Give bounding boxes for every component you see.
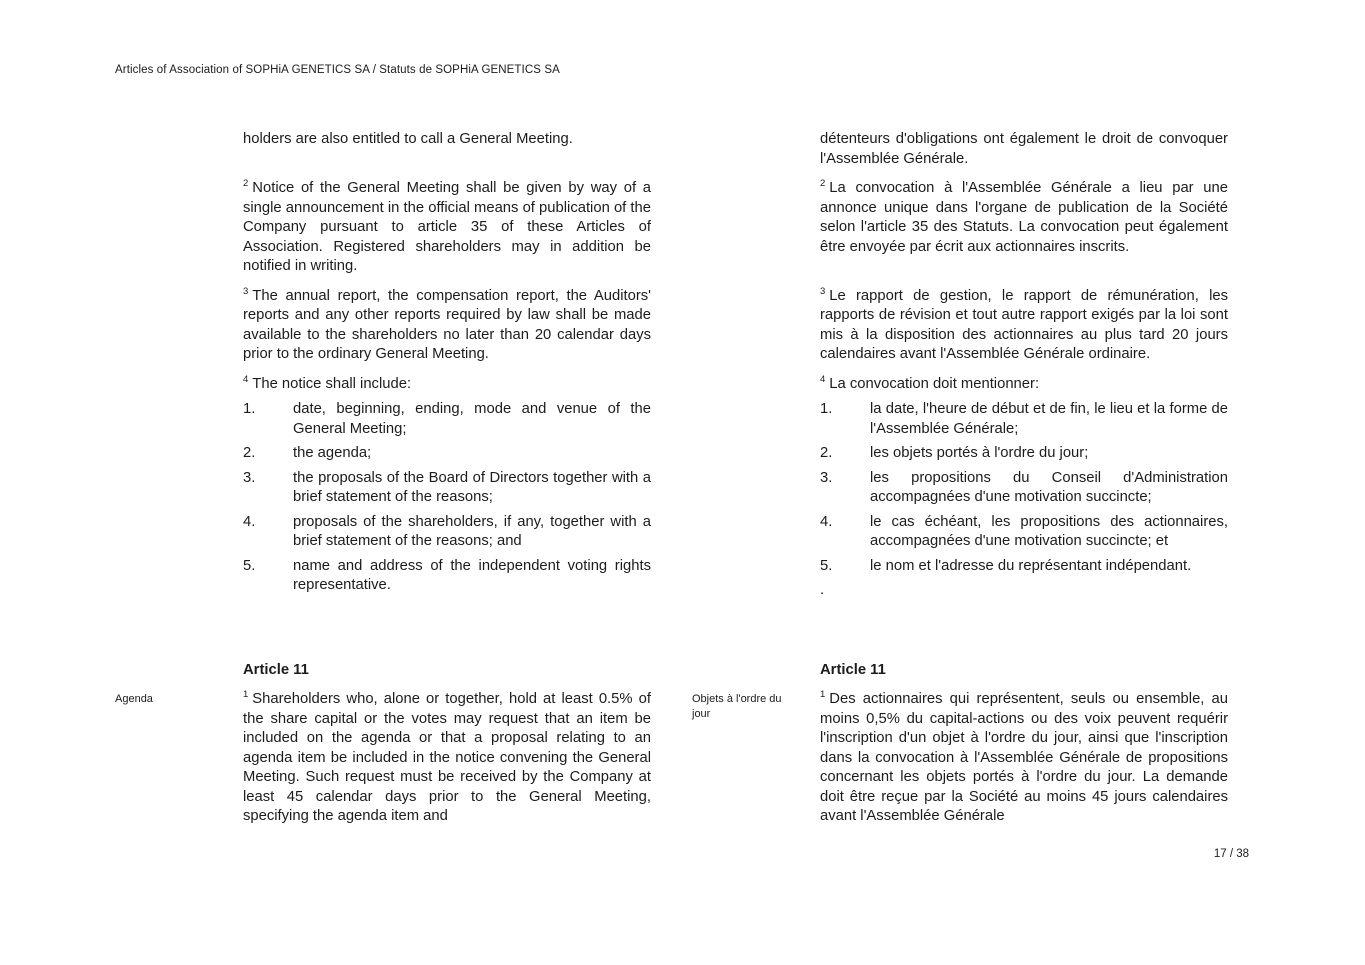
list-item-number: 2. [243,445,256,461]
list-item-text: name and address of the independent voting rights representative. [293,557,651,593]
list-item-text: the agenda; [293,445,372,461]
paragraph-text: Le rapport de gestion, le rapport de rémunération, les rapports de révision et tout autre rapport exigés par la loi sont mis à la disposition des actionnaires au plus tard 20 jours calendaires avant l'Assemblée Générale ordinaire. [820,287,1228,362]
paragraph-number-superscript: 2 [820,178,826,190]
list-item-number: 2. [820,445,833,461]
paragraph-number-superscript: 1 [243,689,249,701]
list-item [820,444,1228,464]
list-item-number: 3. [820,469,833,486]
list-item [243,557,651,596]
list-item [243,469,651,508]
en-paragraph-2 [243,179,651,277]
paragraph-number-superscript: 2 [243,178,249,190]
list-item-number: 4. [243,513,256,530]
paragraph-number-superscript: 1 [820,689,826,701]
margin-label-objets-a-l-ordre-du-jour: Objets à l'ordre du jour [692,693,782,720]
list-item-text: le cas échéant, les propositions des actionnaires, accompagnées d'une motivation succincte; et [870,513,1228,549]
paragraph-text: The notice shall include: [252,375,412,392]
fr-paragraph-4-intro [820,375,1228,395]
paragraph-text: Notice of the General Meeting shall be given by way of a single announcement in the official means of publication of the Company pursuant to article 35 of these Articles of Association. Registered shareholders may in addition be notified in writing. [243,180,651,274]
article-11-heading-en: Article 11 [243,661,309,678]
paragraph-text: Des actionnaires qui représentent, seuls ou ensemble, au moins 0,5% du capital-actions ou des voix peuvent requérir l'inscription d'un objet à l'ordre du jour, ainsi que l'inscription dans la convocation à l'Assemblée Générale de propositions concernant les objets portés à l'ordre du jour. La demande doit être reçue par la Société au moins 45 jours calendaires avant l'Assemblée Générale [820,691,1228,824]
paragraph-text: La convocation doit mentionner: [829,375,1040,392]
list-item-number: 1. [243,401,256,417]
list-item-text: la date, l'heure de début et de fin, le lieu et la forme de l'Assemblée Générale; [870,401,1228,437]
list-item-number: 3. [243,469,256,486]
list-item-text: the proposals of the Board of Directors together with a brief statement of the reasons; [293,469,651,505]
margin-label-agenda: Agenda [115,693,153,705]
en-paragraph-3 [243,287,651,365]
paragraph-number-superscript: 3 [243,285,249,297]
list-item-text: les propositions du Conseil d'Administration accompagnées d'une motivation succincte; [870,469,1228,505]
paragraph-text: La convocation à l'Assemblée Générale a lieu par une annonce unique dans l'organe de publication de la Société selon l'article 35 des Statuts. La convocation peut également être envoyée par écrit aux actionnaires inscrits. [820,180,1228,255]
paragraph-number-superscript: 4 [243,373,249,385]
list-item-number: 5. [243,557,256,574]
list-item-number: 5. [820,557,833,574]
list-item-text: date, beginning, ending, mode and venue of the General Meeting; [293,401,651,437]
list-item [243,513,651,552]
paragraph-number-superscript: 4 [820,373,826,385]
en-paragraph-4-intro [243,375,651,395]
document-header-title: Articles of Association of SOPHiA GENETICS SA / Statuts de SOPHiA GENETICS SA [115,64,560,76]
list-item [820,400,1228,439]
article-11-heading-fr: Article 11 [820,661,886,678]
document-content [115,130,1228,827]
stray-period: . [820,582,825,598]
page-number: 17 / 38 [1213,848,1249,860]
list-item-text: les objets portés à l'ordre du jour; [870,445,1089,461]
list-item [820,469,1228,508]
en-article-11-paragraph-block [115,689,651,827]
list-item-text: le nom et l'adresse du représentant indépendant. [870,557,1192,574]
list-item-number: 1. [820,401,833,417]
paragraph-text: The annual report, the compensation report, the Auditors' reports and any other reports required by law shall be made available to the shareholders no later than 20 calendar days prior to the ordinary General Meeting. [243,287,651,362]
en-article-11-paragraph [243,690,651,827]
en-continuation-paragraph: holders are also entitled to call a General Meeting. [243,131,573,147]
list-item [820,557,1228,577]
list-item [243,400,651,439]
list-item-text: proposals of the shareholders, if any, together with a brief statement of the reasons; and [293,513,651,549]
fr-paragraph-2 [820,179,1228,277]
list-item [243,444,651,464]
fr-article-11-paragraph-block [692,689,1228,827]
fr-article-11-paragraph [820,690,1228,827]
fr-notice-list [820,400,1228,601]
paragraph-text: Shareholders who, alone or together, hold at least 0.5% of the share capital or the votes may request that an item be included on the agenda or that a proposal relating to an agenda item be included in the notice convening the General Meeting. Such request must be received by the Company at least 45 calendar days prior to the General Meeting, specifying the agenda item and [243,691,651,824]
en-notice-list [243,400,651,601]
fr-continuation-paragraph: détenteurs d'obligations ont également le droit de convoquer l'Assemblée Générale. [820,131,1228,167]
list-item-number: 4. [820,513,833,530]
list-item [820,513,1228,552]
fr-paragraph-3 [820,287,1228,365]
paragraph-number-superscript: 3 [820,285,826,297]
